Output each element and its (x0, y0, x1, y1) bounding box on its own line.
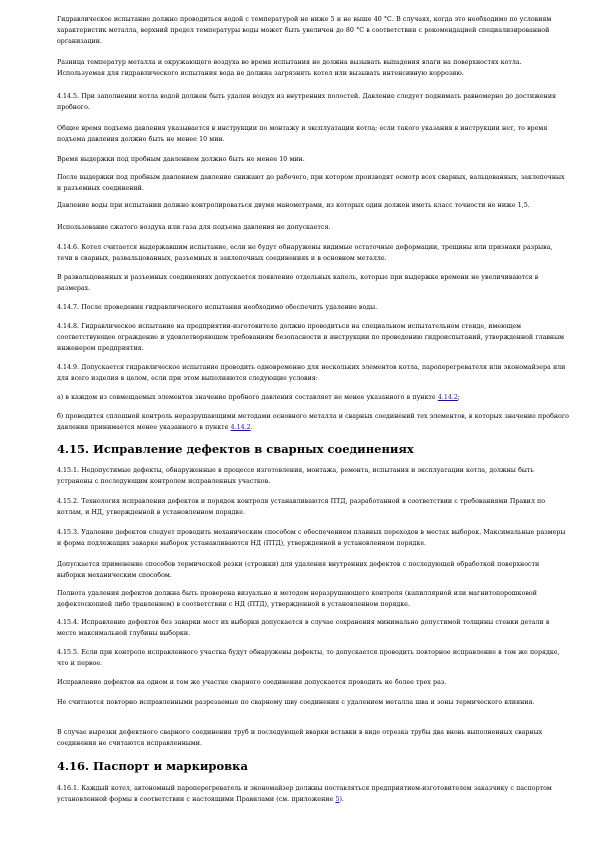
paragraph-drops-allowed: В развальцованных и разъемных соединениях допускается появление отдельных капель, которые при выдержке времени не увеличиваются в размерах. (57, 274, 539, 292)
paragraph-4-14-5: 4.14.5. При заполнении котла водой должен быть удален воздух из внутренних полостей. Давление следует поднимать равномерно до достижения пробного. (57, 93, 556, 111)
list-item-b-suffix: . (250, 424, 253, 431)
list-item-a-suffix: ; (457, 394, 461, 401)
paragraph-defect-removal-check: Полнота удаления дефектов должна быть проверена визуально и методом неразрушающего контроля (капиллярной или магнитопорошковой дефектоскопией либо травлением) в соответствии с НД (ПТД), утвержденной в установленном порядке. (57, 590, 537, 608)
paragraph-4-16-1-text: 4.16.1. Каждый котел, автономный пароперегреватель и экономайзер должны поставляться предприятием-изготовителем заказчику с паспортом установленной формы в соответствии с настоящими Правилами (см. приложение (57, 785, 552, 803)
list-item-b-text: б) проводится сплошной контроль неразрушающими методами основного металла и сварных соединений тех элементов, в которых значение пробного давления принимается менее указанного в пункте (57, 413, 569, 431)
paragraph-not-repaired: Не считаются повторно исправленными разрезаемые по сварному шву соединения с удалением металла шва и зоны термического влияния. (57, 699, 535, 706)
paragraph-hold-time: Время выдержки под пробным давлением должно быть не менее 10 мин. (57, 156, 305, 163)
link-4-14-2[interactable]: 4.14.2 (437, 394, 458, 401)
paragraph-temperature-difference: Разница температур металла и окружающего воздуха во время испытания не должна вызывать выпадения влаги на поверхностях котла. Используемая для гидравлического испытания вода не должна загрязнять котел или вызывать интенсивную коррозию. (57, 59, 522, 77)
paragraph-inspection: После выдержки под пробным давлением давление снижают до рабочего, при котором производят осмотр всех сварных, вальцованных, заклепочных и разъемных соединений. (57, 174, 565, 192)
paragraph-4-15-1: 4.15.1. Недопустимые дефекты, обнаруженные в процессе изготовления, монтажа, ремонта, испытания и эксплуатации котла, должны быть устранены с последующим контролем исправленных участков. (57, 467, 534, 485)
paragraph-pressure-rise-time: Общее время подъема давления указывается в инструкции по монтажу и эксплуатации котла; если такого указания в инструкции нет, то время подъема давления должно быть не менее 10 мин. (57, 125, 548, 143)
paragraph-4-15-3: 4.15.3. Удаление дефектов следует проводить механическим способом с обеспечением плавных переходов в местах выборок. Максимальные размеры и форма подлежащих заварке выборок устанавливаются НД (ПТД), утвержденной в установленном порядке. (57, 529, 566, 547)
paragraph-4-14-8: 4.14.8. Гидравлическое испытание на предприятии-изготовителе должно проводиться на специальном испытательном стенде, имеющем соответствующее ограждение и удовлетворяющем требованиям безопасности и инструкции по проведению гидроиспытаний, утвержденной главным инженером предприятия. (57, 323, 565, 352)
paragraph-4-16-1 (57, 783, 569, 805)
list-item-a-text: а) в каждом из совмещаемых элементов значение пробного давления составляет не менее указанного в пункте (57, 394, 438, 401)
paragraph-4-15-4: 4.15.4. Исправление дефектов без заварки мест их выборки допускается в случае сохранения минимально допустимой толщины стенки детали в месте максимальной глубины выборки. (57, 619, 550, 637)
section-heading-4-16: 4.16. Паспорт и маркировка (57, 759, 248, 773)
list-item-a (57, 392, 569, 403)
link-appendix-5[interactable]: 5 (335, 796, 340, 803)
paragraph-4-16-1-suffix: ). (339, 796, 344, 803)
paragraph-4-15-2: 4.15.2. Технология исправления дефектов и порядок контроля устанавливаются ПТД, разработанной в соответствии с требованиями Правил по котлам, и НД, утвержденной в установленном порядке. (57, 498, 546, 516)
paragraph-thermal-cutting: Допускается применение способов термической резки (строжки) для удаления внутренних дефектов с последующей обработкой поверхности выборки механическим способом. (57, 561, 540, 579)
paragraph-4-14-6: 4.14.6. Котел считается выдержавшим испытание, если не будут обнаружены видимые остаточные деформации, трещины или признаки разрыва, течи в сварных, развальцованных, разъемных и заклепочных соединениях и в основном металле. (57, 244, 553, 262)
list-item-b (57, 411, 569, 433)
paragraph-4-14-9: 4.14.9. Допускается гидравлическое испытание проводить одновременно для нескольких элементов котла, пароперегревателя или экономайзера или для всего изделия в целом, если при этом выполняются следующие условия: (57, 364, 566, 382)
paragraph-three-times: Исправление дефектов на одном и том же участке сварного соединения допускается проводить не более трех раз. (57, 679, 447, 686)
link-4-14-2-second[interactable]: 4.14.2 (230, 424, 251, 431)
section-heading-4-15: 4.15. Исправление дефектов в сварных соединениях (57, 442, 414, 456)
paragraph-4-15-5: 4.15.5. Если при контроле исправленного участка будут обнаружены дефекты, то допускается проводить повторное исправление в том же порядке, что и первое. (57, 649, 560, 667)
paragraph-no-compressed-air: Использование сжатого воздуха или газа для подъема давления не допускается. (57, 224, 331, 231)
paragraph-manometers: Давление воды при испытании должно контролироваться двумя манометрами, из которых один должен иметь класс точности не ниже 1,5. (57, 202, 530, 209)
paragraph-water-temperature: Гидравлическое испытание должно проводиться водой с температурой не ниже 5 и не выше 40 °С. В случаях, когда это необходимо по условиям характеристик металла, верхний предел температуры воды может быть увеличен до 80 °С в соответствии с рекомендацией специализированной организации. (57, 16, 552, 45)
paragraph-4-14-7: 4.14.7. После проведения гидравлического испытания необходимо обеспечить удаление воды. (57, 304, 378, 311)
paragraph-insert-welds: В случае вырезки дефектного сварного соединения труб и последующей вварки вставки в виде отрезка трубы два вновь выполненных сварных соединения не считаются исправленными. (57, 729, 543, 747)
